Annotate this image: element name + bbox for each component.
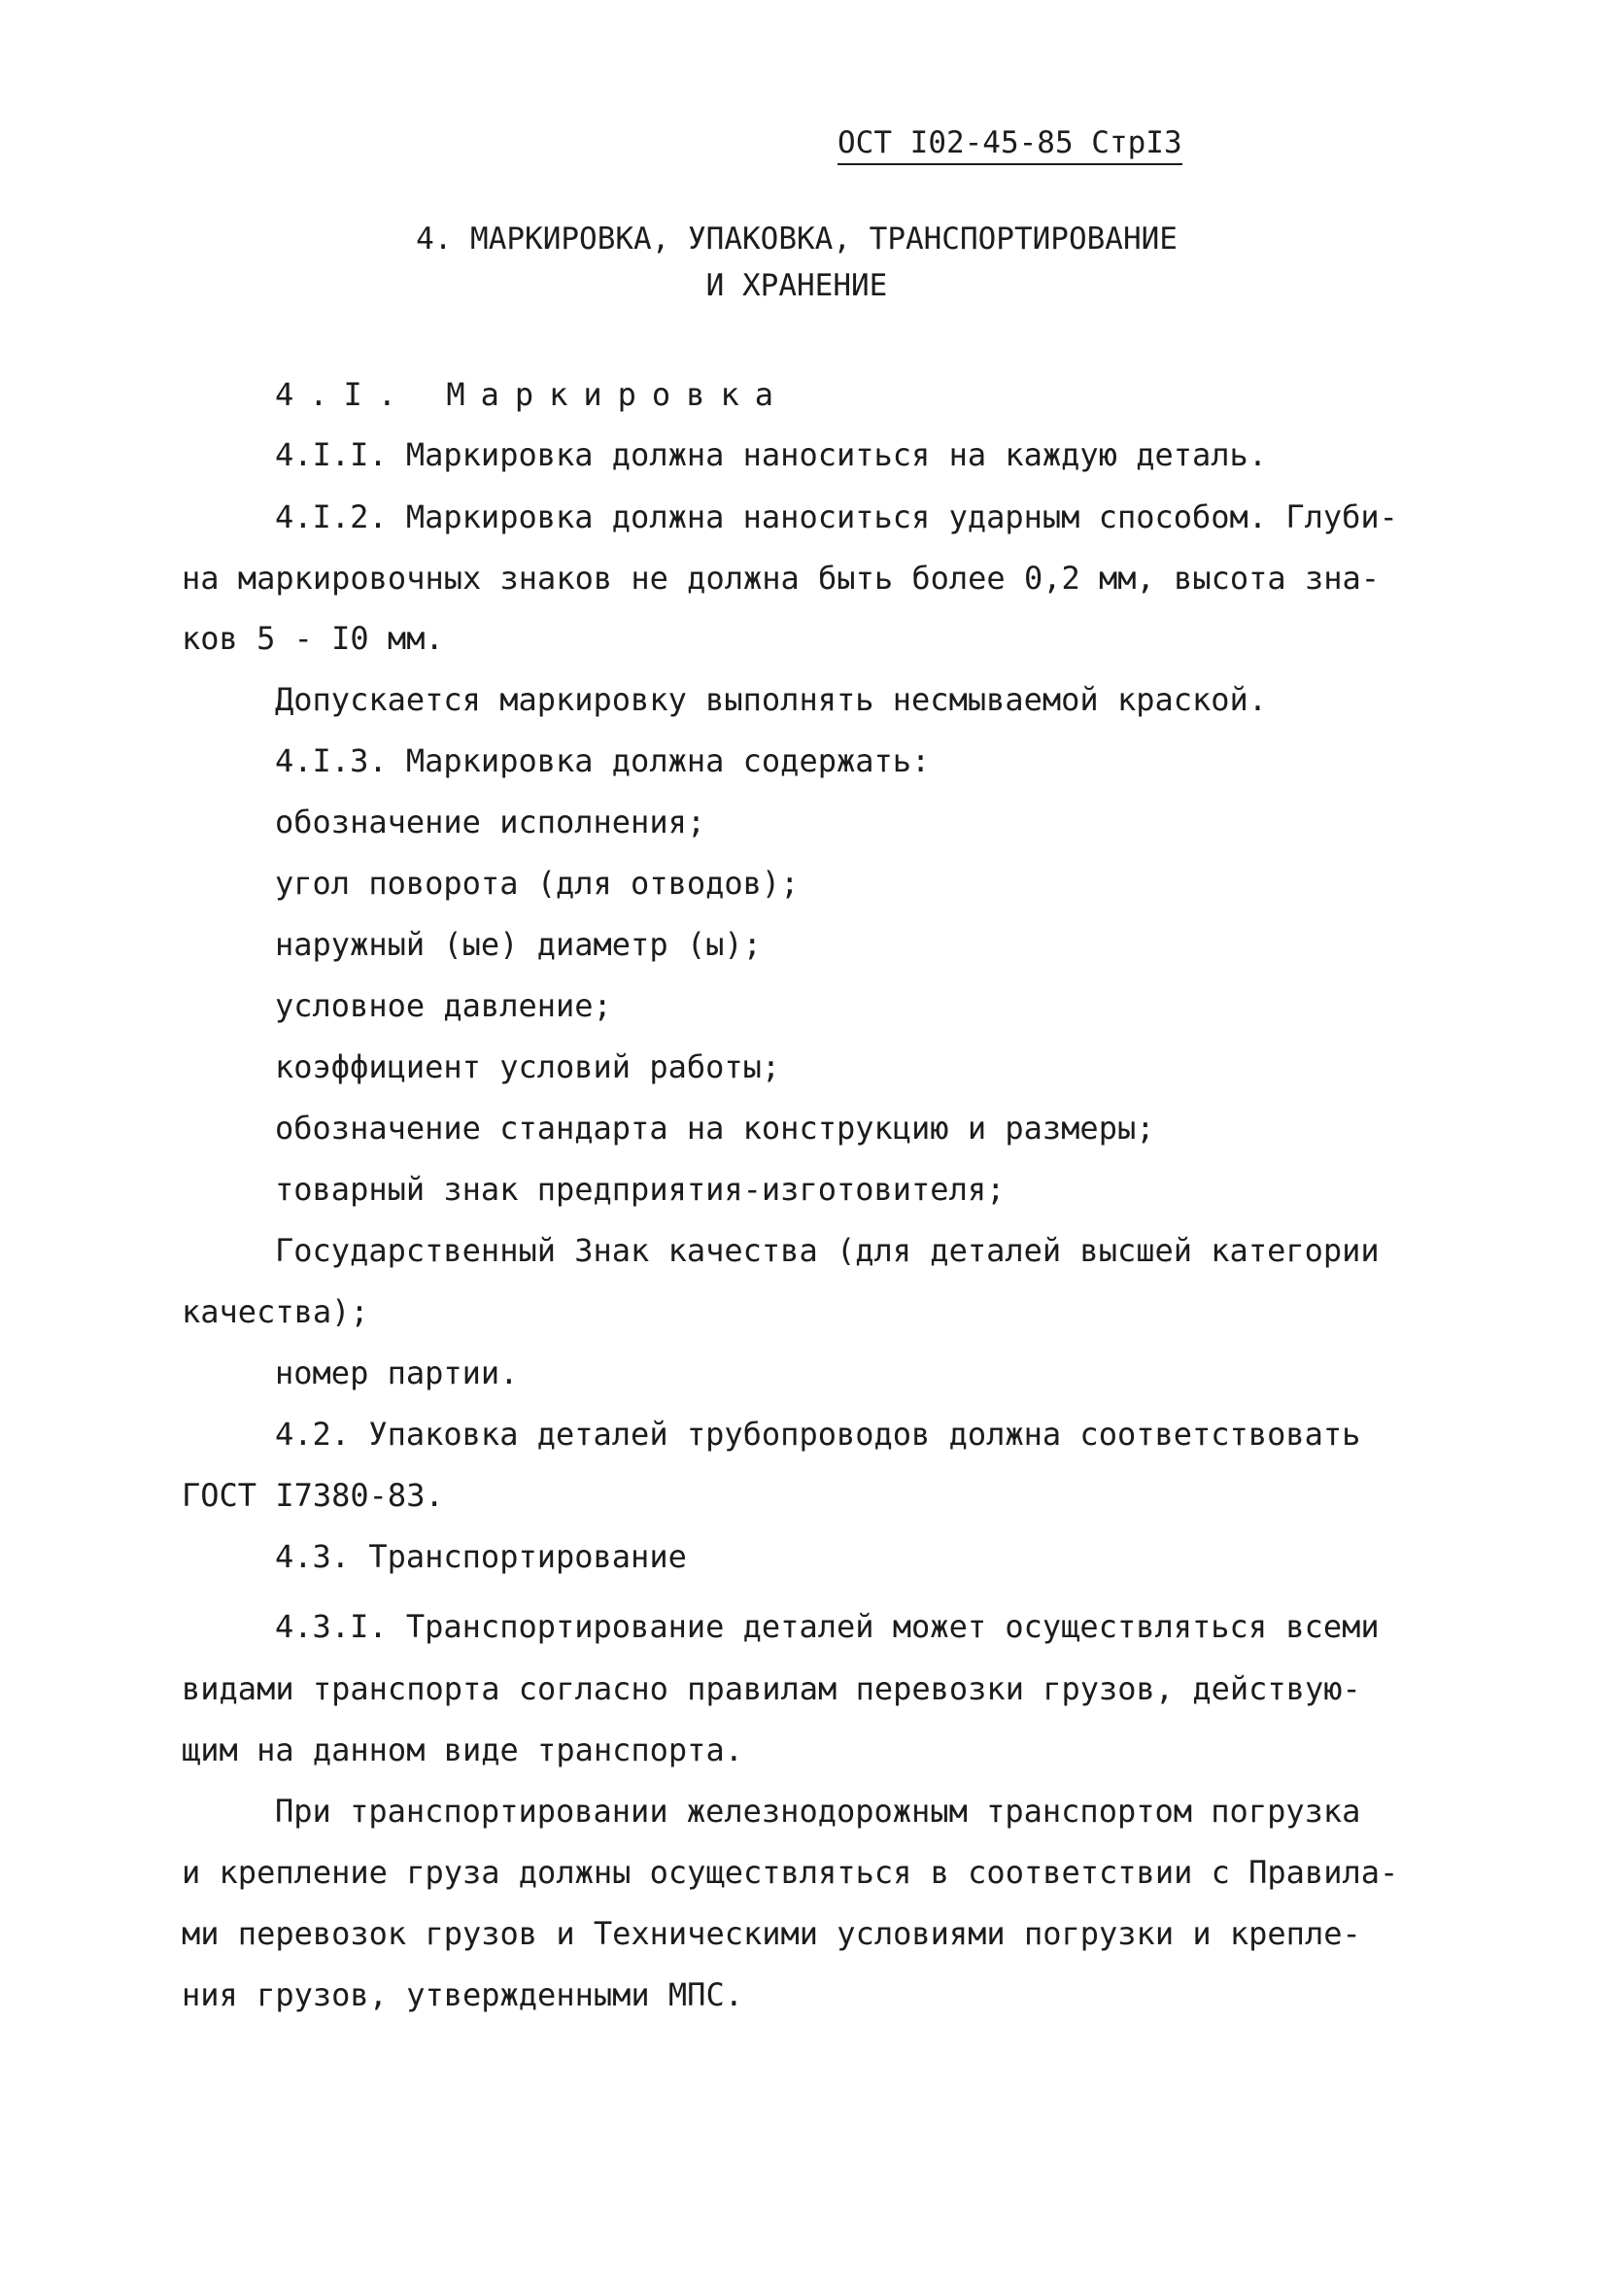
paragraph-line: ния грузов, утвержденными МПС. bbox=[182, 1976, 743, 2013]
paragraph-line: При транспортировании железнодорожным транспортом погрузка bbox=[275, 1793, 1361, 1830]
page-header-doc-ref: ОСТ I02-45-85 СтрI3 bbox=[837, 124, 1182, 165]
paragraph-line: 4.I.2. Маркировка должна наноситься ударным способом. Глуби- bbox=[275, 498, 1398, 535]
subsection-heading-transport: 4.3. Транспортирование bbox=[275, 1538, 687, 1575]
list-item: номер партии. bbox=[275, 1354, 519, 1391]
paragraph-line: 4.3.I. Транспортирование деталей может осуществляться всеми bbox=[275, 1608, 1380, 1645]
list-item: обозначение исполнения; bbox=[275, 804, 706, 840]
paragraph-line: ков 5 - I0 мм. bbox=[182, 620, 444, 657]
list-item: коэффициент условий работы; bbox=[275, 1048, 781, 1085]
paragraph-line: ГОСТ I7380-83. bbox=[182, 1477, 444, 1514]
list-item: наружный (ые) диаметр (ы); bbox=[275, 926, 762, 963]
paragraph-line: 4.I.3. Маркировка должна содержать: bbox=[275, 742, 931, 779]
paragraph-line: и крепление груза должны осуществляться в соответствии с Правила- bbox=[182, 1854, 1399, 1891]
list-item-continuation: качества); bbox=[182, 1293, 369, 1330]
section-title-line2: И ХРАНЕНИЕ bbox=[705, 268, 888, 303]
paragraph-line: ми перевозок грузов и Техническими условиями погрузки и крепле- bbox=[182, 1915, 1361, 1952]
subsection-heading-marking: 4.I. Маркировка bbox=[275, 376, 789, 413]
section-title-line1: 4. МАРКИРОВКА, УПАКОВКА, ТРАНСПОРТИРОВАНИЕ bbox=[416, 222, 1178, 257]
list-item: угол поворота (для отводов); bbox=[275, 865, 800, 902]
paragraph-line: щим на данном виде транспорта. bbox=[182, 1731, 743, 1768]
list-item: товарный знак предприятия-изготовителя; bbox=[275, 1171, 1006, 1208]
list-item: обозначение стандарта на конструкцию и размеры; bbox=[275, 1110, 1155, 1147]
list-item: условное давление; bbox=[275, 987, 612, 1024]
paragraph-line: 4.I.I. Маркировка должна наноситься на каждую деталь. bbox=[275, 436, 1268, 473]
list-item: Государственный Знак качества (для деталей высшей категории bbox=[275, 1232, 1380, 1269]
paragraph-line: на маркировочных знаков не должна быть более 0,2 мм, высота зна- bbox=[182, 560, 1380, 597]
paragraph-line: Допускается маркировку выполнять несмываемой краской. bbox=[275, 681, 1268, 718]
paragraph-line: 4.2. Упаковка деталей трубопроводов должна соответствовать bbox=[275, 1416, 1361, 1453]
paragraph-line: видами транспорта согласно правилам перевозки грузов, действую- bbox=[182, 1670, 1361, 1707]
